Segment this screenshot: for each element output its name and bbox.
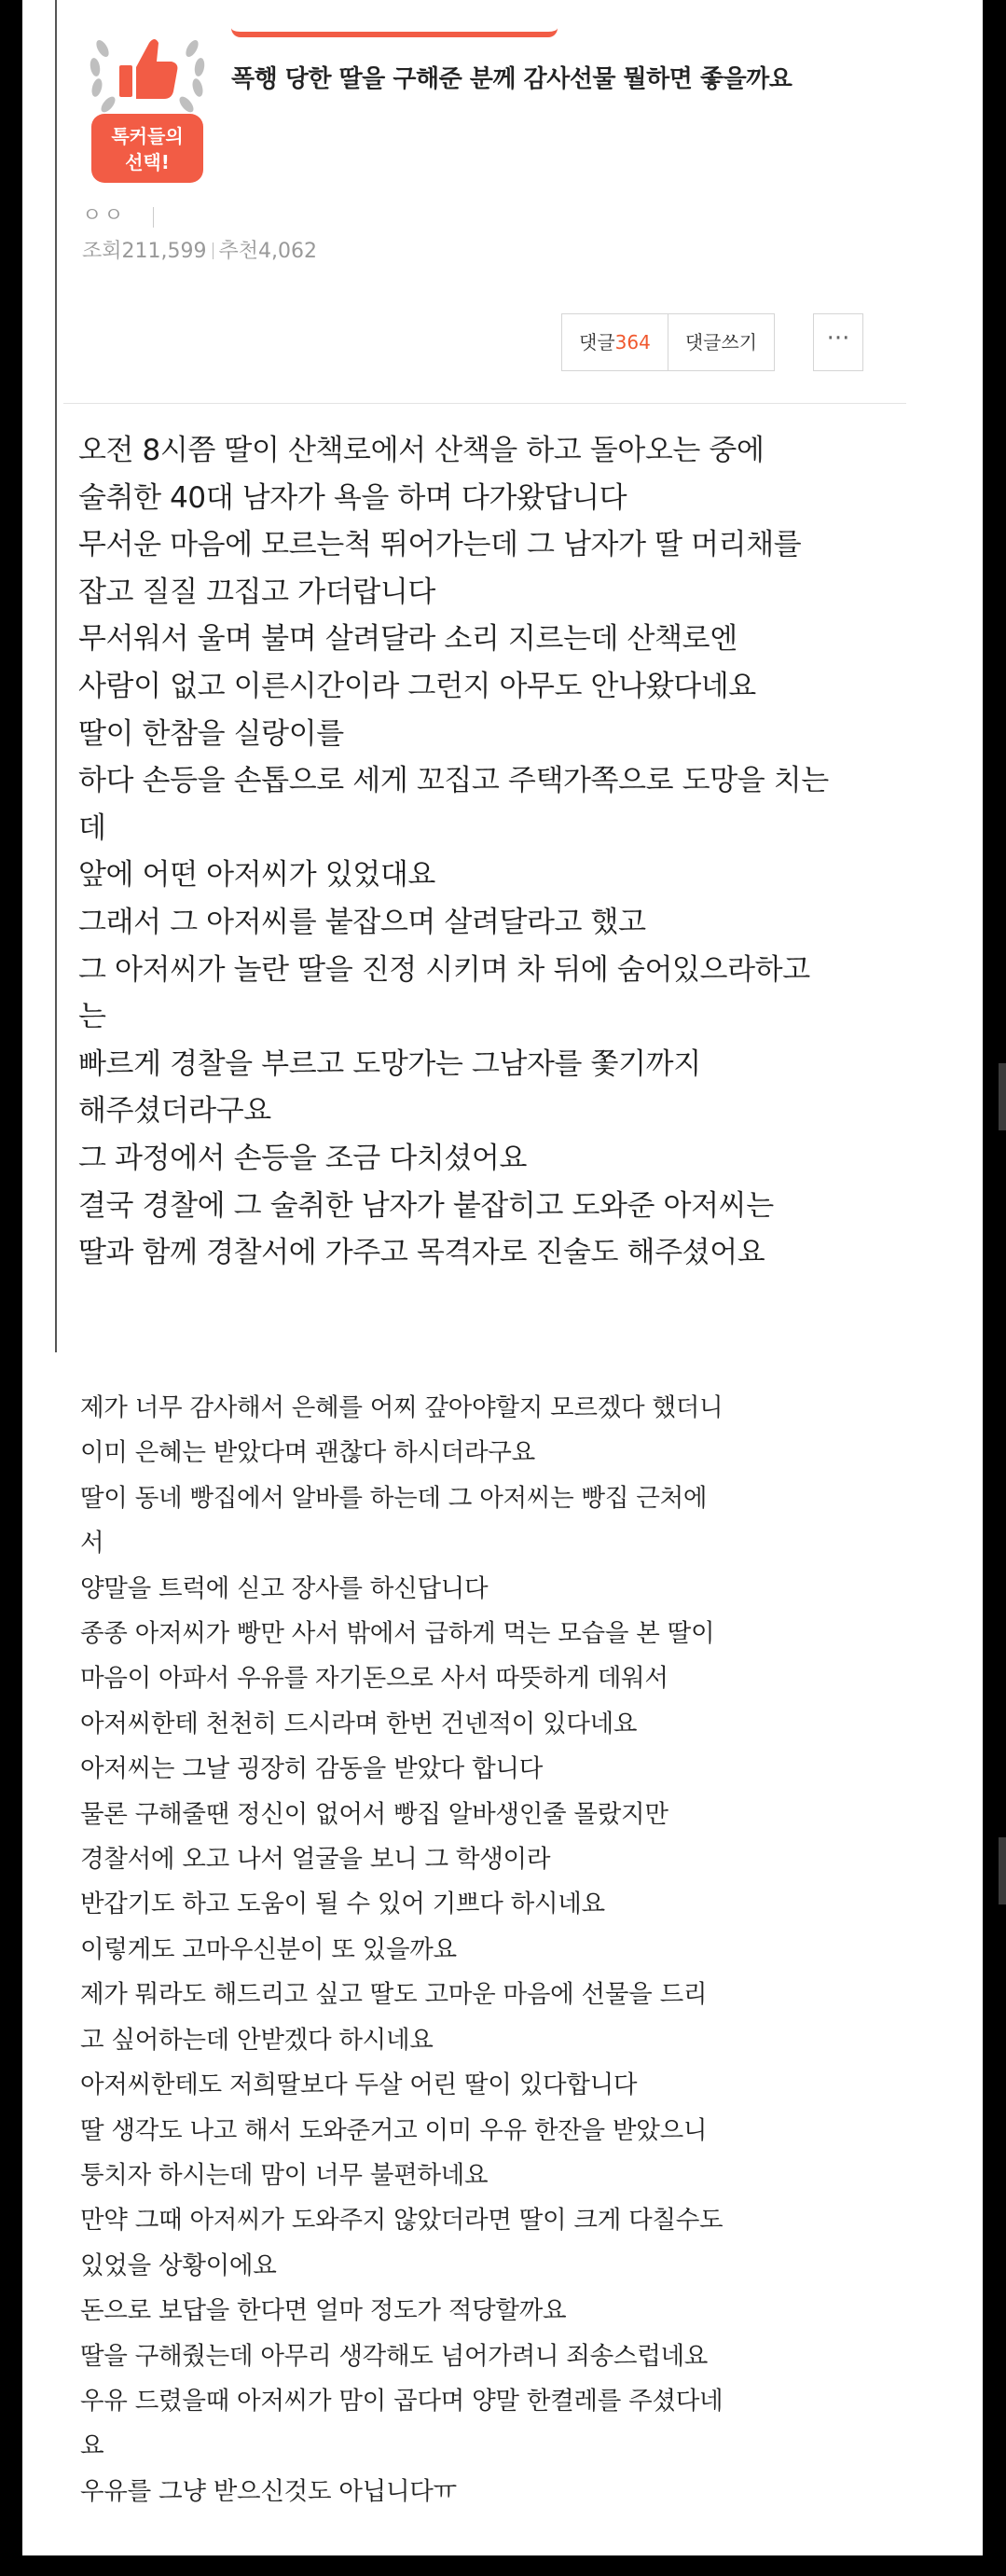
recommend-label: 추천 [218,240,259,263]
body-line: 딸 생각도 나고 해서 도와준거고 이미 우유 한잔을 받았으니 [80,2115,708,2145]
body-line: 잡고 질질 끄집고 가더랍니다 [78,575,435,609]
body-line: 우유를 그냥 받으신것도 아닙니다ㅠ [80,2476,457,2506]
body-line: 그 과정에서 손등을 조금 다치셨어요 [78,1141,528,1175]
body-line: 무서워서 울며 불며 살려달라 소리 지르는데 산책로엔 [78,622,737,657]
body-line: 결국 경찰에 그 술취한 남자가 붙잡히고 도와준 아저씨는 [78,1188,774,1223]
body-line: 아저씨한테도 저희딸보다 두살 어린 딸이 있다합니다 [80,2070,638,2100]
body-line: 는 [78,1000,106,1034]
talkers-choice-badge-icon [82,21,213,188]
scroll-marker [999,1063,1006,1130]
body-line: 딸을 구해줬는데 아무리 생각해도 넘어가려니 죄송스럽네요 [80,2341,709,2371]
views-count: 211,599 [121,240,207,263]
body-line: 만약 그때 아저씨가 도와주지 않았더라면 딸이 크게 다칠수도 [80,2206,723,2236]
header-divider [63,403,906,404]
scroll-marker [999,1837,1006,1904]
body-line: 데 [78,810,106,845]
post-body-part2 [80,1386,901,2514]
body-line: 퉁치자 하시는데 맘이 너무 불편하네요 [80,2160,489,2190]
comment-button-group [561,313,775,371]
body-line: 술취한 40대 남자가 욕을 하며 다가왔답니다 [78,480,627,515]
body-line: 요 [80,2431,104,2461]
author-name[interactable]: ㅇㅇ [82,204,126,228]
body-line: 마음이 아파서 우유를 자기돈으로 사서 따뜻하게 데워서 [80,1664,668,1694]
badge-text-line2: 선택! [125,151,170,173]
left-border-rule [55,0,57,1352]
body-line: 반갑기도 하고 도움이 될 수 있어 기쁘다 하시네요 [80,1890,605,1919]
body-line: 무서운 마음에 모르는척 뛰어가는데 그 남자가 딸 머리채를 [78,528,802,562]
body-line: 양말을 트럭에 싣고 장사를 하신답니다 [80,1573,489,1603]
more-options-button[interactable]: ··· [813,313,863,371]
body-line: 아저씨는 그날 굉장히 감동을 받았다 합니다 [80,1754,543,1784]
body-line: 이미 은혜는 받았다며 괜찮다 하시더라구요 [80,1438,535,1468]
body-line: 이렇게도 고마우신분이 또 있을까요 [80,1934,457,1964]
body-line: 제가 너무 감사해서 은혜를 어찌 갚아야할지 모르겠다 했더니 [80,1393,723,1422]
body-line: 해주셨더라구요 [78,1094,271,1129]
body-line: 경찰서에 오고 나서 얼굴을 보니 그 학생이라 [80,1845,551,1875]
body-line: 하다 손등을 손톱으로 세게 꼬집고 주택가쪽으로 도망을 치는 [78,764,829,798]
comments-button[interactable] [562,314,668,370]
comments-count: 364 [614,331,651,353]
post-page [22,0,983,2555]
body-line: 딸이 동네 빵집에서 알바를 하는데 그 아저씨는 빵집 근처에 [80,1483,708,1513]
stats-separator [213,242,214,259]
body-line: 있었을 상황이에요 [80,2251,277,2280]
body-line: 사람이 없고 이른시간이라 그런지 아무도 안나왔다네요 [78,669,756,703]
write-comment-button[interactable]: 댓글쓰기 [684,331,758,353]
body-line: 딸이 한참을 실랑이를 [78,716,344,751]
badge-text-line1: 톡커들의 [111,125,184,147]
body-line: 아저씨한테 천천히 드시라며 한번 건넨적이 있다네요 [80,1709,638,1738]
views-label: 조회 [82,240,122,263]
body-line: 돈으로 보답을 한다면 얼마 정도가 적당할까요 [80,2296,567,2326]
recommend-count: 4,062 [258,240,317,263]
body-line: 물론 구해줄땐 정신이 없어서 빵집 알바생인줄 몰랐지만 [80,1799,668,1829]
body-line: 그 아저씨가 놀란 딸을 진정 시키며 차 뒤에 숨어있으라하고 [78,952,810,987]
body-line: 우유 드렸을때 아저씨가 맘이 곱다며 양말 한켤레를 주셨다네 [80,2386,723,2416]
post-title: 폭행 당한 딸을 구해준 분께 감사선물 뭘하면 좋을까요 [231,65,792,93]
body-line: 딸과 함께 경찰서에 가주고 목격자로 진술도 해주셨어요 [78,1236,765,1270]
post-stats [82,235,317,264]
body-line: 고 싶어하는데 안받겠다 하시네요 [80,2025,434,2055]
comments-label: 댓글 [579,331,615,353]
body-line: 종종 아저씨가 빵만 사서 밖에서 급하게 먹는 모습을 본 딸이 [80,1619,715,1649]
body-line: 오전 8시쯤 딸이 산책로에서 산책을 하고 돌아오는 중에 [78,434,765,467]
top-tab-ribbon [231,0,558,37]
body-line: 앞에 어떤 아저씨가 있었대요 [78,858,435,893]
author-separator [153,207,154,228]
post-body-part1 [78,427,899,1277]
body-line: 서 [80,1529,104,1558]
body-line: 제가 뭐라도 해드리고 싶고 딸도 고마운 마음에 선물을 드리 [80,1980,708,2010]
body-line: 그래서 그 아저씨를 붙잡으며 살려달라고 했고 [78,905,646,939]
body-line: 빠르게 경찰을 부르고 도망가는 그남자를 쫓기까지 [78,1046,701,1081]
